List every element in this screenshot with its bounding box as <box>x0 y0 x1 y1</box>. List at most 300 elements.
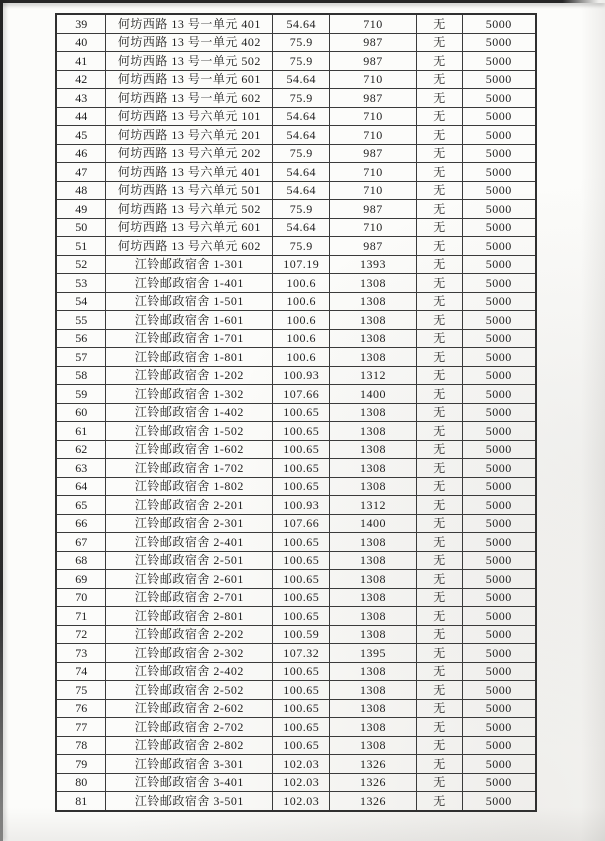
price-cell: 1400 <box>330 385 417 404</box>
seq-number-cell: 41 <box>56 52 106 71</box>
area-cell: 75.9 <box>273 237 330 256</box>
encumbrance-cell: 无 <box>416 440 462 459</box>
seq-number-cell: 57 <box>56 348 106 367</box>
encumbrance-cell: 无 <box>416 533 462 552</box>
table-row <box>56 107 536 126</box>
seq-number-cell: 60 <box>56 403 106 422</box>
area-cell: 100.6 <box>273 274 330 293</box>
table-row <box>56 644 536 663</box>
seq-number-cell: 49 <box>56 200 106 219</box>
address-cell: 何坊西路 13 号一单元 602 <box>106 89 273 108</box>
price-cell: 1326 <box>330 792 417 811</box>
deposit-cell: 5000 <box>462 440 536 459</box>
price-cell: 1308 <box>330 459 417 478</box>
seq-number-cell: 40 <box>56 33 106 52</box>
seq-number-cell: 69 <box>56 570 106 589</box>
address-cell: 何坊西路 13 号六单元 401 <box>106 163 273 182</box>
address-cell: 何坊西路 13 号一单元 401 <box>106 14 273 33</box>
table-row <box>56 52 536 71</box>
table-row <box>56 588 536 607</box>
seq-number-cell: 51 <box>56 237 106 256</box>
address-cell: 江铃邮政宿舍 2-301 <box>106 514 273 533</box>
encumbrance-cell: 无 <box>416 292 462 311</box>
table-row <box>56 33 536 52</box>
encumbrance-cell: 无 <box>416 200 462 219</box>
area-cell: 100.6 <box>273 292 330 311</box>
price-cell: 1308 <box>330 570 417 589</box>
deposit-cell: 5000 <box>462 736 536 755</box>
price-cell: 1395 <box>330 644 417 663</box>
area-cell: 54.64 <box>273 14 330 33</box>
area-cell: 100.6 <box>273 311 330 330</box>
address-cell: 江铃邮政宿舍 3-501 <box>106 792 273 811</box>
encumbrance-cell: 无 <box>416 70 462 89</box>
address-cell: 江铃邮政宿舍 3-401 <box>106 773 273 792</box>
seq-number-cell: 56 <box>56 329 106 348</box>
address-cell: 何坊西路 13 号六单元 501 <box>106 181 273 200</box>
table-row <box>56 570 536 589</box>
area-cell: 100.65 <box>273 477 330 496</box>
encumbrance-cell: 无 <box>416 348 462 367</box>
address-cell: 江铃邮政宿舍 1-301 <box>106 255 273 274</box>
area-cell: 102.03 <box>273 755 330 774</box>
deposit-cell: 5000 <box>462 311 536 330</box>
price-cell: 710 <box>330 181 417 200</box>
encumbrance-cell: 无 <box>416 14 462 33</box>
area-cell: 100.65 <box>273 718 330 737</box>
scan-edge-left <box>0 0 3 841</box>
price-cell: 1308 <box>330 292 417 311</box>
encumbrance-cell: 无 <box>416 329 462 348</box>
deposit-cell: 5000 <box>462 292 536 311</box>
seq-number-cell: 81 <box>56 792 106 811</box>
address-cell: 江铃邮政宿舍 1-502 <box>106 422 273 441</box>
price-cell: 1308 <box>330 311 417 330</box>
address-cell: 江铃邮政宿舍 2-402 <box>106 662 273 681</box>
table-row <box>56 681 536 700</box>
price-cell: 1308 <box>330 588 417 607</box>
area-cell: 100.65 <box>273 699 330 718</box>
seq-number-cell: 39 <box>56 14 106 33</box>
deposit-cell: 5000 <box>462 699 536 718</box>
address-cell: 何坊西路 13 号一单元 601 <box>106 70 273 89</box>
table-row <box>56 514 536 533</box>
area-cell: 100.65 <box>273 440 330 459</box>
table-row <box>56 218 536 237</box>
address-cell: 江铃邮政宿舍 2-202 <box>106 625 273 644</box>
area-cell: 75.9 <box>273 200 330 219</box>
address-cell: 江铃邮政宿舍 1-402 <box>106 403 273 422</box>
deposit-cell: 5000 <box>462 662 536 681</box>
seq-number-cell: 45 <box>56 126 106 145</box>
seq-number-cell: 53 <box>56 274 106 293</box>
deposit-cell: 5000 <box>462 14 536 33</box>
deposit-cell: 5000 <box>462 588 536 607</box>
area-cell: 100.65 <box>273 588 330 607</box>
area-cell: 100.65 <box>273 662 330 681</box>
deposit-cell: 5000 <box>462 126 536 145</box>
address-cell: 江铃邮政宿舍 2-201 <box>106 496 273 515</box>
seq-number-cell: 52 <box>56 255 106 274</box>
area-cell: 100.93 <box>273 366 330 385</box>
price-cell: 1326 <box>330 755 417 774</box>
table-row <box>56 422 536 441</box>
address-cell: 江铃邮政宿舍 1-602 <box>106 440 273 459</box>
seq-number-cell: 74 <box>56 662 106 681</box>
deposit-cell: 5000 <box>462 52 536 71</box>
seq-number-cell: 63 <box>56 459 106 478</box>
area-cell: 100.65 <box>273 533 330 552</box>
seq-number-cell: 68 <box>56 551 106 570</box>
address-cell: 江铃邮政宿舍 2-802 <box>106 736 273 755</box>
seq-number-cell: 65 <box>56 496 106 515</box>
encumbrance-cell: 无 <box>416 607 462 626</box>
seq-number-cell: 48 <box>56 181 106 200</box>
deposit-cell: 5000 <box>462 755 536 774</box>
price-cell: 1308 <box>330 440 417 459</box>
address-cell: 江铃邮政宿舍 2-401 <box>106 533 273 552</box>
price-cell: 1308 <box>330 533 417 552</box>
address-cell: 江铃邮政宿舍 2-801 <box>106 607 273 626</box>
price-cell: 987 <box>330 144 417 163</box>
address-cell: 江铃邮政宿舍 1-601 <box>106 311 273 330</box>
encumbrance-cell: 无 <box>416 126 462 145</box>
deposit-cell: 5000 <box>462 773 536 792</box>
address-cell: 何坊西路 13 号六单元 101 <box>106 107 273 126</box>
seq-number-cell: 64 <box>56 477 106 496</box>
address-cell: 江铃邮政宿舍 1-802 <box>106 477 273 496</box>
deposit-cell: 5000 <box>462 89 536 108</box>
area-cell: 100.65 <box>273 681 330 700</box>
deposit-cell: 5000 <box>462 570 536 589</box>
table-row <box>56 607 536 626</box>
table-row <box>56 477 536 496</box>
seq-number-cell: 75 <box>56 681 106 700</box>
area-cell: 75.9 <box>273 89 330 108</box>
area-cell: 54.64 <box>273 126 330 145</box>
price-cell: 987 <box>330 237 417 256</box>
table-row <box>56 200 536 219</box>
address-cell: 江铃邮政宿舍 2-302 <box>106 644 273 663</box>
table-row <box>56 625 536 644</box>
price-cell: 710 <box>330 218 417 237</box>
table-row <box>56 385 536 404</box>
encumbrance-cell: 无 <box>416 144 462 163</box>
price-cell: 1308 <box>330 681 417 700</box>
price-cell: 1308 <box>330 662 417 681</box>
price-cell: 987 <box>330 33 417 52</box>
encumbrance-cell: 无 <box>416 52 462 71</box>
price-cell: 1308 <box>330 551 417 570</box>
address-cell: 江铃邮政宿舍 3-301 <box>106 755 273 774</box>
encumbrance-cell: 无 <box>416 662 462 681</box>
encumbrance-cell: 无 <box>416 792 462 811</box>
price-cell: 1308 <box>330 607 417 626</box>
area-cell: 107.66 <box>273 385 330 404</box>
encumbrance-cell: 无 <box>416 237 462 256</box>
table-row <box>56 144 536 163</box>
price-cell: 1308 <box>330 477 417 496</box>
price-cell: 710 <box>330 107 417 126</box>
seq-number-cell: 73 <box>56 644 106 663</box>
address-cell: 江铃邮政宿舍 1-302 <box>106 385 273 404</box>
encumbrance-cell: 无 <box>416 681 462 700</box>
table-row <box>56 755 536 774</box>
address-cell: 江铃邮政宿舍 1-801 <box>106 348 273 367</box>
price-cell: 1308 <box>330 274 417 293</box>
area-cell: 54.64 <box>273 107 330 126</box>
price-cell: 1312 <box>330 496 417 515</box>
table-row <box>56 126 536 145</box>
table-row <box>56 496 536 515</box>
seq-number-cell: 72 <box>56 625 106 644</box>
seq-number-cell: 61 <box>56 422 106 441</box>
deposit-cell: 5000 <box>462 477 536 496</box>
table-row <box>56 163 536 182</box>
area-cell: 54.64 <box>273 218 330 237</box>
area-cell: 75.9 <box>273 52 330 71</box>
table-row <box>56 662 536 681</box>
table-row <box>56 274 536 293</box>
deposit-cell: 5000 <box>462 625 536 644</box>
area-cell: 100.6 <box>273 348 330 367</box>
encumbrance-cell: 无 <box>416 625 462 644</box>
area-cell: 100.6 <box>273 329 330 348</box>
encumbrance-cell: 无 <box>416 755 462 774</box>
deposit-cell: 5000 <box>462 255 536 274</box>
price-cell: 1308 <box>330 329 417 348</box>
seq-number-cell: 78 <box>56 736 106 755</box>
table-row <box>56 14 536 33</box>
seq-number-cell: 42 <box>56 70 106 89</box>
seq-number-cell: 54 <box>56 292 106 311</box>
table-row <box>56 366 536 385</box>
address-cell: 江铃邮政宿舍 1-202 <box>106 366 273 385</box>
price-cell: 1308 <box>330 736 417 755</box>
encumbrance-cell: 无 <box>416 551 462 570</box>
table-row <box>56 440 536 459</box>
area-cell: 100.65 <box>273 551 330 570</box>
deposit-cell: 5000 <box>462 681 536 700</box>
encumbrance-cell: 无 <box>416 736 462 755</box>
table-row <box>56 329 536 348</box>
deposit-cell: 5000 <box>462 348 536 367</box>
area-cell: 100.65 <box>273 607 330 626</box>
table-row <box>56 459 536 478</box>
address-cell: 何坊西路 13 号六单元 601 <box>106 218 273 237</box>
area-cell: 75.9 <box>273 33 330 52</box>
price-cell: 987 <box>330 89 417 108</box>
area-cell: 100.59 <box>273 625 330 644</box>
encumbrance-cell: 无 <box>416 163 462 182</box>
address-cell: 江铃邮政宿舍 2-702 <box>106 718 273 737</box>
price-cell: 710 <box>330 70 417 89</box>
address-cell: 何坊西路 13 号一单元 502 <box>106 52 273 71</box>
seq-number-cell: 43 <box>56 89 106 108</box>
deposit-cell: 5000 <box>462 644 536 663</box>
address-cell: 何坊西路 13 号六单元 602 <box>106 237 273 256</box>
seq-number-cell: 59 <box>56 385 106 404</box>
encumbrance-cell: 无 <box>416 33 462 52</box>
address-cell: 江铃邮政宿舍 1-702 <box>106 459 273 478</box>
deposit-cell: 5000 <box>462 200 536 219</box>
seq-number-cell: 67 <box>56 533 106 552</box>
area-cell: 100.65 <box>273 736 330 755</box>
encumbrance-cell: 无 <box>416 699 462 718</box>
deposit-cell: 5000 <box>462 107 536 126</box>
area-cell: 100.65 <box>273 403 330 422</box>
table-row <box>56 311 536 330</box>
deposit-cell: 5000 <box>462 459 536 478</box>
address-cell: 江铃邮政宿舍 1-401 <box>106 274 273 293</box>
table-body <box>56 14 536 811</box>
table-row <box>56 348 536 367</box>
table-row <box>56 792 536 811</box>
deposit-cell: 5000 <box>462 163 536 182</box>
price-cell: 710 <box>330 163 417 182</box>
seq-number-cell: 77 <box>56 718 106 737</box>
encumbrance-cell: 无 <box>416 403 462 422</box>
encumbrance-cell: 无 <box>416 181 462 200</box>
encumbrance-cell: 无 <box>416 588 462 607</box>
area-cell: 102.03 <box>273 773 330 792</box>
encumbrance-cell: 无 <box>416 255 462 274</box>
deposit-cell: 5000 <box>462 496 536 515</box>
deposit-cell: 5000 <box>462 274 536 293</box>
price-cell: 1400 <box>330 514 417 533</box>
table-row <box>56 533 536 552</box>
table-row <box>56 89 536 108</box>
price-cell: 1308 <box>330 422 417 441</box>
encumbrance-cell: 无 <box>416 107 462 126</box>
deposit-cell: 5000 <box>462 718 536 737</box>
price-cell: 710 <box>330 14 417 33</box>
price-cell: 1308 <box>330 718 417 737</box>
area-cell: 75.9 <box>273 144 330 163</box>
area-cell: 100.65 <box>273 570 330 589</box>
deposit-cell: 5000 <box>462 237 536 256</box>
table-row <box>56 403 536 422</box>
address-cell: 江铃邮政宿舍 2-501 <box>106 551 273 570</box>
encumbrance-cell: 无 <box>416 496 462 515</box>
address-cell: 何坊西路 13 号一单元 402 <box>106 33 273 52</box>
deposit-cell: 5000 <box>462 329 536 348</box>
area-cell: 100.93 <box>273 496 330 515</box>
deposit-cell: 5000 <box>462 533 536 552</box>
area-cell: 107.32 <box>273 644 330 663</box>
area-cell: 107.66 <box>273 514 330 533</box>
encumbrance-cell: 无 <box>416 459 462 478</box>
deposit-cell: 5000 <box>462 70 536 89</box>
deposit-cell: 5000 <box>462 607 536 626</box>
table-row <box>56 237 536 256</box>
address-cell: 江铃邮政宿舍 1-701 <box>106 329 273 348</box>
encumbrance-cell: 无 <box>416 773 462 792</box>
table-row <box>56 255 536 274</box>
encumbrance-cell: 无 <box>416 274 462 293</box>
encumbrance-cell: 无 <box>416 718 462 737</box>
deposit-cell: 5000 <box>462 792 536 811</box>
encumbrance-cell: 无 <box>416 422 462 441</box>
address-cell: 江铃邮政宿舍 2-701 <box>106 588 273 607</box>
encumbrance-cell: 无 <box>416 218 462 237</box>
deposit-cell: 5000 <box>462 403 536 422</box>
table-row <box>56 773 536 792</box>
scan-edge-top <box>0 0 605 3</box>
area-cell: 102.03 <box>273 792 330 811</box>
seq-number-cell: 80 <box>56 773 106 792</box>
area-cell: 107.19 <box>273 255 330 274</box>
deposit-cell: 5000 <box>462 366 536 385</box>
seq-number-cell: 46 <box>56 144 106 163</box>
encumbrance-cell: 无 <box>416 385 462 404</box>
price-cell: 987 <box>330 200 417 219</box>
encumbrance-cell: 无 <box>416 311 462 330</box>
deposit-cell: 5000 <box>462 218 536 237</box>
address-cell: 江铃邮政宿舍 1-501 <box>106 292 273 311</box>
encumbrance-cell: 无 <box>416 514 462 533</box>
seq-number-cell: 62 <box>56 440 106 459</box>
deposit-cell: 5000 <box>462 514 536 533</box>
price-cell: 1326 <box>330 773 417 792</box>
area-cell: 100.65 <box>273 422 330 441</box>
address-cell: 江铃邮政宿舍 2-602 <box>106 699 273 718</box>
encumbrance-cell: 无 <box>416 89 462 108</box>
seq-number-cell: 50 <box>56 218 106 237</box>
deposit-cell: 5000 <box>462 551 536 570</box>
address-cell: 江铃邮政宿舍 2-502 <box>106 681 273 700</box>
seq-number-cell: 58 <box>56 366 106 385</box>
price-cell: 1308 <box>330 699 417 718</box>
deposit-cell: 5000 <box>462 422 536 441</box>
seq-number-cell: 55 <box>56 311 106 330</box>
deposit-cell: 5000 <box>462 181 536 200</box>
housing-table <box>55 13 537 812</box>
address-cell: 江铃邮政宿舍 2-601 <box>106 570 273 589</box>
encumbrance-cell: 无 <box>416 644 462 663</box>
address-cell: 何坊西路 13 号六单元 201 <box>106 126 273 145</box>
deposit-cell: 5000 <box>462 385 536 404</box>
encumbrance-cell: 无 <box>416 477 462 496</box>
area-cell: 54.64 <box>273 163 330 182</box>
seq-number-cell: 47 <box>56 163 106 182</box>
price-cell: 987 <box>330 52 417 71</box>
price-cell: 1393 <box>330 255 417 274</box>
table-row <box>56 736 536 755</box>
address-cell: 何坊西路 13 号六单元 202 <box>106 144 273 163</box>
area-cell: 100.65 <box>273 459 330 478</box>
price-cell: 710 <box>330 126 417 145</box>
table-row <box>56 181 536 200</box>
area-cell: 54.64 <box>273 181 330 200</box>
seq-number-cell: 44 <box>56 107 106 126</box>
table-row <box>56 292 536 311</box>
price-cell: 1308 <box>330 348 417 367</box>
seq-number-cell: 66 <box>56 514 106 533</box>
seq-number-cell: 79 <box>56 755 106 774</box>
deposit-cell: 5000 <box>462 33 536 52</box>
encumbrance-cell: 无 <box>416 570 462 589</box>
address-cell: 何坊西路 13 号六单元 502 <box>106 200 273 219</box>
area-cell: 54.64 <box>273 70 330 89</box>
seq-number-cell: 71 <box>56 607 106 626</box>
table-row <box>56 699 536 718</box>
price-cell: 1308 <box>330 625 417 644</box>
price-cell: 1308 <box>330 403 417 422</box>
table-row <box>56 70 536 89</box>
encumbrance-cell: 无 <box>416 366 462 385</box>
deposit-cell: 5000 <box>462 144 536 163</box>
